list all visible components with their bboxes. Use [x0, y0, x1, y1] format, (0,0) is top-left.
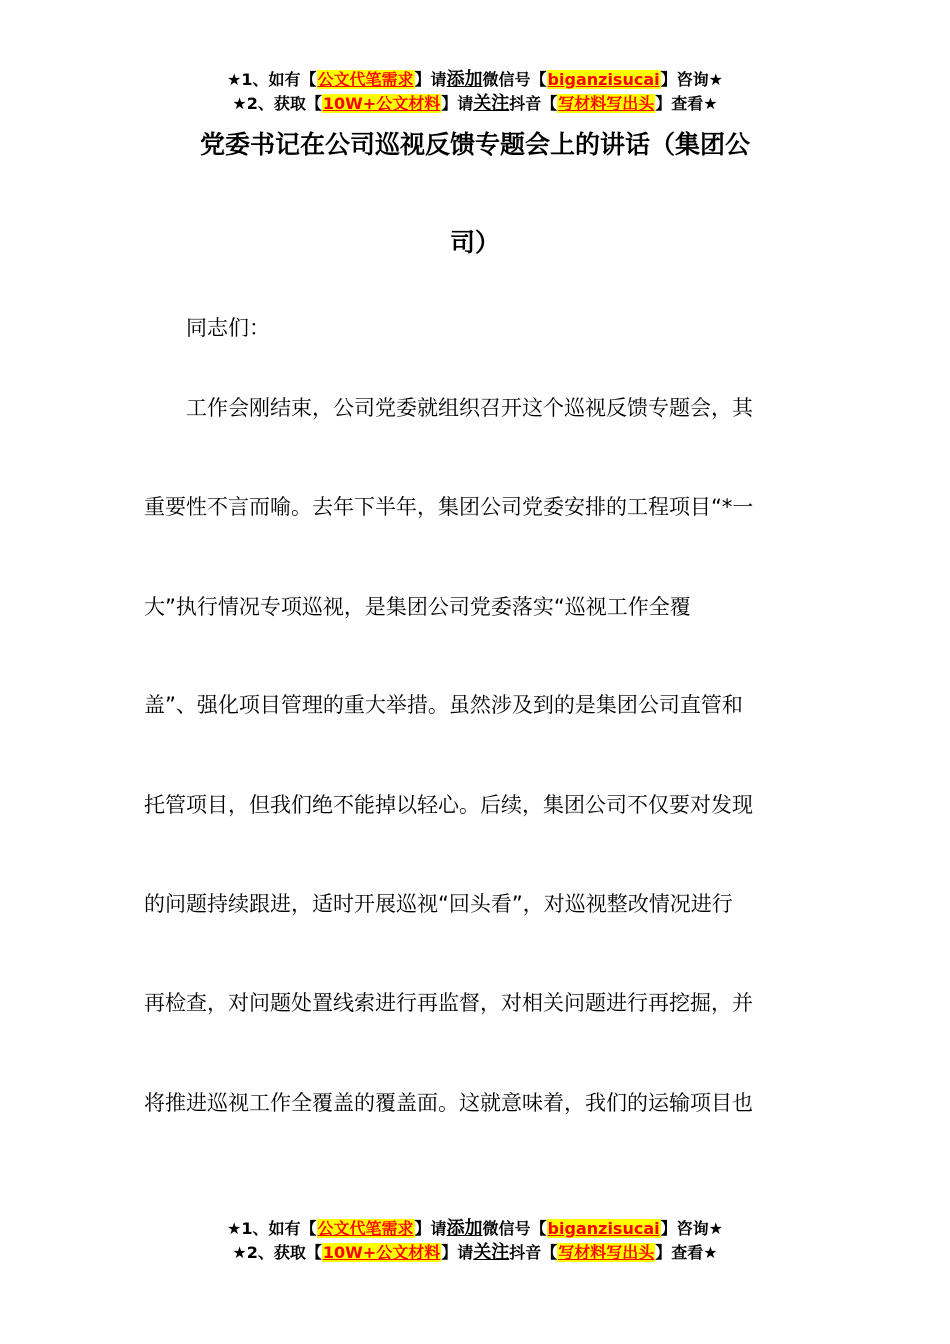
ad-text: 】请	[414, 1219, 447, 1238]
ad-text: 】查看★	[655, 94, 718, 113]
ad-text: 】请	[414, 70, 447, 89]
body-line-8: 再检查，对问题处置线索进行再监督，对相关问题进行再挖掘，并	[144, 991, 753, 1015]
ad-highlight-materials: 10W+公文材料	[322, 94, 441, 113]
ad-highlight-douyin-id: 写材料写出头	[558, 94, 655, 113]
ad-text: ★2、获取【	[232, 94, 322, 113]
ad-text: 】请	[441, 1243, 474, 1262]
ad-text: 】咨询★	[660, 1219, 723, 1238]
page-title-line-1: 党委书记在公司巡视反馈专题会上的讲话（集团公	[199, 130, 750, 159]
ad-highlight-service: 公文代笔需求	[317, 1219, 414, 1238]
ad-text: 抖音【	[509, 1243, 558, 1262]
ad-highlight-wechat-id: biganzisucai	[547, 70, 660, 89]
body-line-3: 重要性不言而喻。去年下半年，集团公司党委安排的工程项目“*一	[144, 495, 754, 519]
ad-text: ★1、如有【	[227, 1219, 317, 1238]
body-line-5: 盖”、强化项目管理的重大举措。虽然涉及到的是集团公司直管和	[144, 693, 743, 717]
ad-text: ★1、如有【	[227, 70, 317, 89]
body-line-4: 大”执行情况专项巡视，是集团公司党委落实“巡视工作全覆	[144, 595, 691, 619]
ad-text: 】请	[441, 94, 474, 113]
ad-emphasis-add: 添加	[446, 1218, 483, 1239]
ad-text: 微信号【	[482, 70, 547, 89]
header-ad-line-1	[0, 68, 950, 92]
body-line-2: 工作会刚结束，公司党委就组织召开这个巡视反馈专题会，其	[144, 396, 753, 420]
ad-text: 抖音【	[509, 94, 558, 113]
ad-highlight-wechat-id: biganzisucai	[547, 1219, 660, 1238]
header-ad	[0, 68, 950, 116]
body-line-9: 将推进巡视工作全覆盖的覆盖面。这就意味着，我们的运输项目也	[144, 1091, 753, 1115]
body-line-6: 托管项目，但我们绝不能掉以轻心。后续，集团公司不仅要对发现	[144, 793, 753, 817]
ad-text: 】咨询★	[660, 70, 723, 89]
footer-ad	[0, 1217, 950, 1265]
ad-emphasis-follow: 关注	[473, 93, 510, 114]
ad-highlight-service: 公文代笔需求	[317, 70, 414, 89]
ad-emphasis-add: 添加	[446, 69, 483, 90]
ad-text: 微信号【	[482, 1219, 547, 1238]
body-line-7: 的问题持续跟进，适时开展巡视“回头看”，对巡视整改情况进行	[144, 892, 733, 916]
footer-ad-line-1	[0, 1217, 950, 1241]
footer-ad-line-2	[0, 1241, 950, 1265]
ad-text: ★2、获取【	[232, 1243, 322, 1262]
ad-highlight-douyin-id: 写材料写出头	[558, 1243, 655, 1262]
page-title-line-2: 司）	[449, 228, 500, 257]
header-ad-line-2	[0, 92, 950, 116]
ad-text: 】查看★	[655, 1243, 718, 1262]
ad-highlight-materials: 10W+公文材料	[322, 1243, 441, 1262]
ad-emphasis-follow: 关注	[473, 1242, 510, 1263]
body-line-1: 同志们：	[144, 316, 270, 340]
